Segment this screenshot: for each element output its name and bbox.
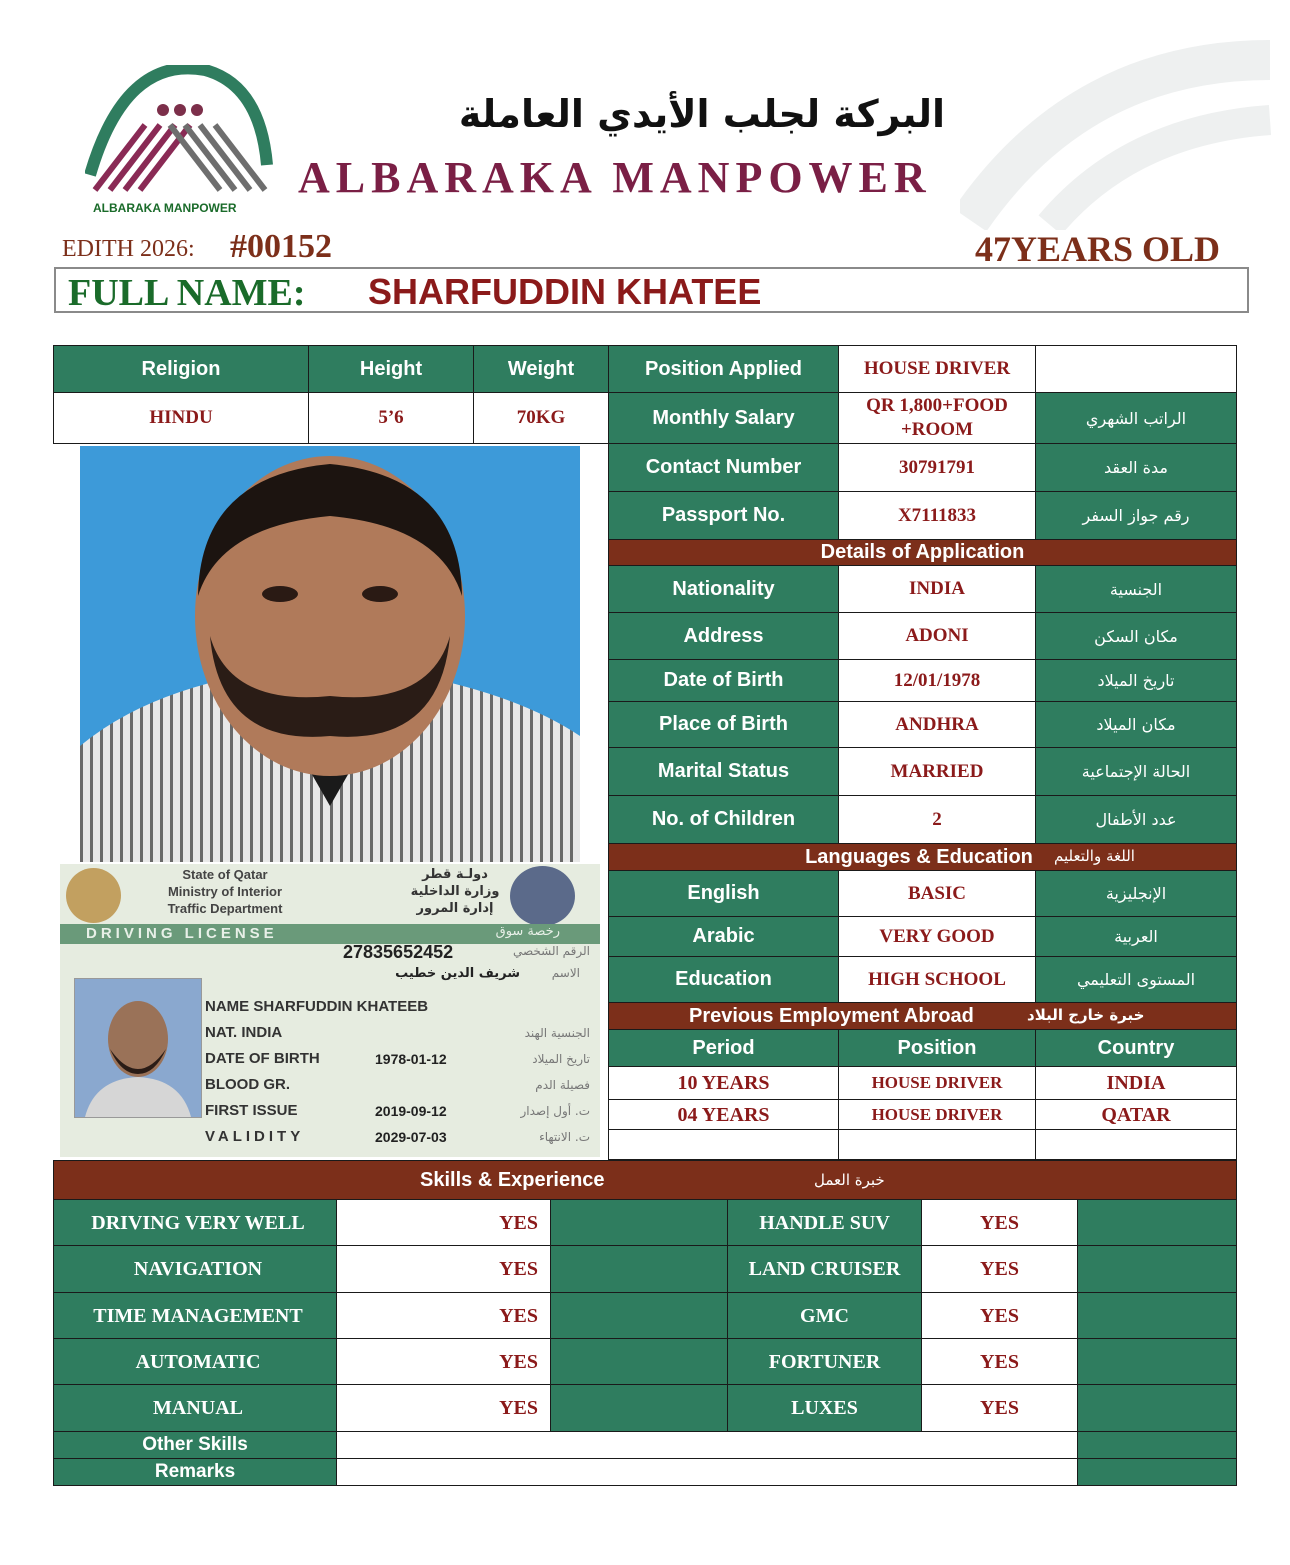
employment-country xyxy=(1035,1129,1237,1160)
skill-spacer xyxy=(550,1338,728,1386)
license-id-number: 27835652452 xyxy=(343,942,454,962)
skill-name: LAND CRUISER xyxy=(727,1245,922,1293)
license-nat-ar: الجنسية الهند xyxy=(524,1026,590,1040)
language-label: Education xyxy=(608,956,839,1003)
detail-arabic-label: عدد الأطفال xyxy=(1035,795,1237,844)
height-value: 5’6 xyxy=(308,392,474,444)
detail-value: MARRIED xyxy=(838,747,1036,796)
full-name-value: SHARFUDDIN KHATEE xyxy=(368,271,762,312)
detail-arabic-label: مكان السكن xyxy=(1035,612,1237,660)
qatar-emblem-icon xyxy=(66,868,121,923)
license-photo xyxy=(74,978,202,1118)
language-level: VERY GOOD xyxy=(838,916,1036,957)
license-nat-line: NAT. INDIA xyxy=(205,1024,283,1041)
monthly-salary-value xyxy=(838,392,1036,444)
remarks-end xyxy=(1077,1458,1237,1486)
license-department: Traffic Department xyxy=(167,901,283,916)
skill-value: YES xyxy=(336,1199,551,1247)
background-watermark xyxy=(960,20,1280,230)
detail-value: 2 xyxy=(838,795,1036,844)
license-dob-label: DATE OF BIRTH xyxy=(205,1050,320,1067)
employment-period: 04 YEARS xyxy=(608,1099,839,1130)
license-banner-ar: رخصة سوق xyxy=(495,924,560,939)
other-skills-label: Other Skills xyxy=(53,1431,337,1459)
language-level: HIGH SCHOOL xyxy=(838,956,1036,1003)
skill-value: YES xyxy=(921,1384,1078,1432)
skill-end xyxy=(1077,1338,1237,1386)
weight-value: 70KG xyxy=(473,392,609,444)
license-blood-ar: فصيلة الدم xyxy=(535,1078,590,1092)
detail-value: 12/01/1978 xyxy=(838,659,1036,702)
position-applied-value: HOUSE DRIVER xyxy=(838,345,1036,393)
license-first-issue-label: FIRST ISSUE xyxy=(205,1102,298,1119)
employment-position xyxy=(838,1129,1036,1160)
employment-period xyxy=(608,1129,839,1160)
skill-value: YES xyxy=(921,1245,1078,1293)
language-label: Arabic xyxy=(608,916,839,957)
detail-label: Marital Status xyxy=(608,747,839,796)
skill-name: TIME MANAGEMENT xyxy=(53,1292,337,1340)
skills-section-title xyxy=(53,1160,1237,1200)
skill-name: FORTUNER xyxy=(727,1338,922,1386)
other-skills-value xyxy=(336,1431,1078,1459)
languages-title-en: Languages & Education xyxy=(805,845,1033,868)
full-name-box xyxy=(54,267,1249,313)
detail-arabic-label: مكان الميلاد xyxy=(1035,701,1237,748)
license-valid-ar: ت. الانتهاء xyxy=(539,1130,590,1144)
employment-country: INDIA xyxy=(1035,1066,1237,1100)
skill-end xyxy=(1077,1199,1237,1247)
license-validity: 2029-07-03 xyxy=(375,1129,447,1145)
skill-value: YES xyxy=(921,1338,1078,1386)
skill-spacer xyxy=(550,1199,728,1247)
full-name-label: FULL NAME: xyxy=(68,272,306,314)
other-skills-end xyxy=(1077,1431,1237,1459)
skill-end xyxy=(1077,1384,1237,1432)
detail-label: No. of Children xyxy=(608,795,839,844)
detail-arabic-label: تاريخ الميلاد xyxy=(1035,659,1237,702)
detail-label: Address xyxy=(608,612,839,660)
albaraka-logo xyxy=(85,65,275,205)
skill-end xyxy=(1077,1292,1237,1340)
skill-spacer xyxy=(550,1384,728,1432)
license-dob: 1978-01-12 xyxy=(375,1051,447,1067)
detail-label: Date of Birth xyxy=(608,659,839,702)
license-ministry: Ministry of Interior xyxy=(167,884,283,899)
language-label: English xyxy=(608,870,839,917)
passport-value: X7111833 xyxy=(838,491,1036,540)
employment-position: HOUSE DRIVER xyxy=(838,1066,1036,1100)
gcc-emblem-icon xyxy=(510,866,575,926)
monthly-salary-label: Monthly Salary xyxy=(608,392,839,444)
employment-country-header: Country xyxy=(1035,1029,1237,1067)
remarks-label: Remarks xyxy=(53,1458,337,1486)
license-banner-text: DRIVING LICENSE xyxy=(86,925,278,942)
language-level: BASIC xyxy=(838,870,1036,917)
monthly-salary-ar: الراتب الشهري xyxy=(1035,392,1237,444)
religion-value: HINDU xyxy=(53,392,309,444)
employment-position-header: Position xyxy=(838,1029,1036,1067)
license-banner xyxy=(60,924,600,944)
details-section-title: Details of Application xyxy=(608,539,1237,566)
skill-value: YES xyxy=(336,1338,551,1386)
passport-ar: رقم جواز السفر xyxy=(1035,491,1237,540)
license-validity-label: VALIDITY xyxy=(205,1128,305,1145)
skill-name: HANDLE SUV xyxy=(727,1199,922,1247)
license-state: State of Qatar xyxy=(182,867,268,882)
skill-name: MANUAL xyxy=(53,1384,337,1432)
detail-value: INDIA xyxy=(838,565,1036,613)
contact-number-label: Contact Number xyxy=(608,443,839,492)
languages-section-title xyxy=(608,843,1237,871)
language-arabic-label: العربية xyxy=(1035,916,1237,957)
reference-number: #00152 xyxy=(230,228,332,265)
employment-period-header: Period xyxy=(608,1029,839,1067)
license-state-ar: دولـة قطر xyxy=(422,867,488,882)
skill-spacer xyxy=(550,1245,728,1293)
driving-license-card xyxy=(60,864,600,1157)
license-name-line: NAME SHARFUDDIN KHATEEB xyxy=(205,998,429,1015)
license-blood-label: BLOOD GR. xyxy=(205,1076,290,1093)
remarks-value xyxy=(336,1458,1078,1486)
employment-title-ar: خبرة خارج البلاد xyxy=(1027,1006,1145,1024)
skill-end xyxy=(1077,1245,1237,1293)
skill-value: YES xyxy=(336,1292,551,1340)
employment-position: HOUSE DRIVER xyxy=(838,1099,1036,1130)
language-arabic-label: المستوى التعليمي xyxy=(1035,956,1237,1003)
logo-caption: ALBARAKA MANPOWER xyxy=(93,201,237,215)
license-id-ar: الرقم الشخصي xyxy=(513,944,590,958)
skill-name: GMC xyxy=(727,1292,922,1340)
languages-title-ar: اللغة والتعليم xyxy=(1054,847,1135,865)
detail-label: Nationality xyxy=(608,565,839,613)
skill-value: YES xyxy=(921,1292,1078,1340)
detail-arabic-label: الجنسية xyxy=(1035,565,1237,613)
skill-name: LUXES xyxy=(727,1384,922,1432)
license-first-ar: ت. أول إصدار xyxy=(520,1104,590,1118)
license-name-ar: شريف الدين خطيب xyxy=(395,966,520,981)
skill-name: NAVIGATION xyxy=(53,1245,337,1293)
detail-value: ADONI xyxy=(838,612,1036,660)
weight-header: Weight xyxy=(473,345,609,393)
detail-value: ANDHRA xyxy=(838,701,1036,748)
skills-title-en: Skills & Experience xyxy=(420,1169,605,1191)
position-applied-label: Position Applied xyxy=(608,345,839,393)
detail-arabic-label: الحالة الإجتماعية xyxy=(1035,747,1237,796)
skill-name: DRIVING VERY WELL xyxy=(53,1199,337,1247)
license-ministry-ar: وزارة الداخلية xyxy=(410,884,500,899)
employment-country: QATAR xyxy=(1035,1099,1237,1130)
skill-spacer xyxy=(550,1292,728,1340)
employment-title-en: Previous Employment Abroad xyxy=(689,1005,974,1027)
license-dob-ar: تاريخ الميلاد xyxy=(532,1052,590,1066)
skill-value: YES xyxy=(336,1384,551,1432)
salary-line-2: +ROOM xyxy=(900,419,974,440)
license-name-ar-label: الاسم xyxy=(551,966,580,980)
language-arabic-label: الإنجليزية xyxy=(1035,870,1237,917)
salary-line-1: QR 1,800+FOOD xyxy=(866,395,1008,416)
passport-label: Passport No. xyxy=(608,491,839,540)
religion-header: Religion xyxy=(53,345,309,393)
skill-value: YES xyxy=(921,1199,1078,1247)
candidate-photo xyxy=(80,446,580,862)
company-name-english: ALBARAKA MANPOWER xyxy=(298,153,932,202)
skills-title-ar: خبرة العمل xyxy=(814,1171,885,1189)
license-first-issue: 2019-09-12 xyxy=(375,1103,447,1119)
skill-value: YES xyxy=(336,1245,551,1293)
detail-label: Place of Birth xyxy=(608,701,839,748)
contact-number-value: 30791791 xyxy=(838,443,1036,492)
age-text: 47YEARS OLD xyxy=(974,229,1220,269)
employment-section-title xyxy=(608,1002,1237,1030)
position-applied-ar xyxy=(1035,345,1237,393)
skill-name: AUTOMATIC xyxy=(53,1338,337,1386)
company-name-arabic: البركة لجلب الأيدي العاملة xyxy=(458,92,945,136)
license-dept-ar: إدارة المرور xyxy=(416,901,494,916)
height-header: Height xyxy=(308,345,474,393)
contact-number-ar: مدة العقد xyxy=(1035,443,1237,492)
employment-period: 10 YEARS xyxy=(608,1066,839,1100)
edition-label: EDITH 2026: xyxy=(62,236,195,262)
